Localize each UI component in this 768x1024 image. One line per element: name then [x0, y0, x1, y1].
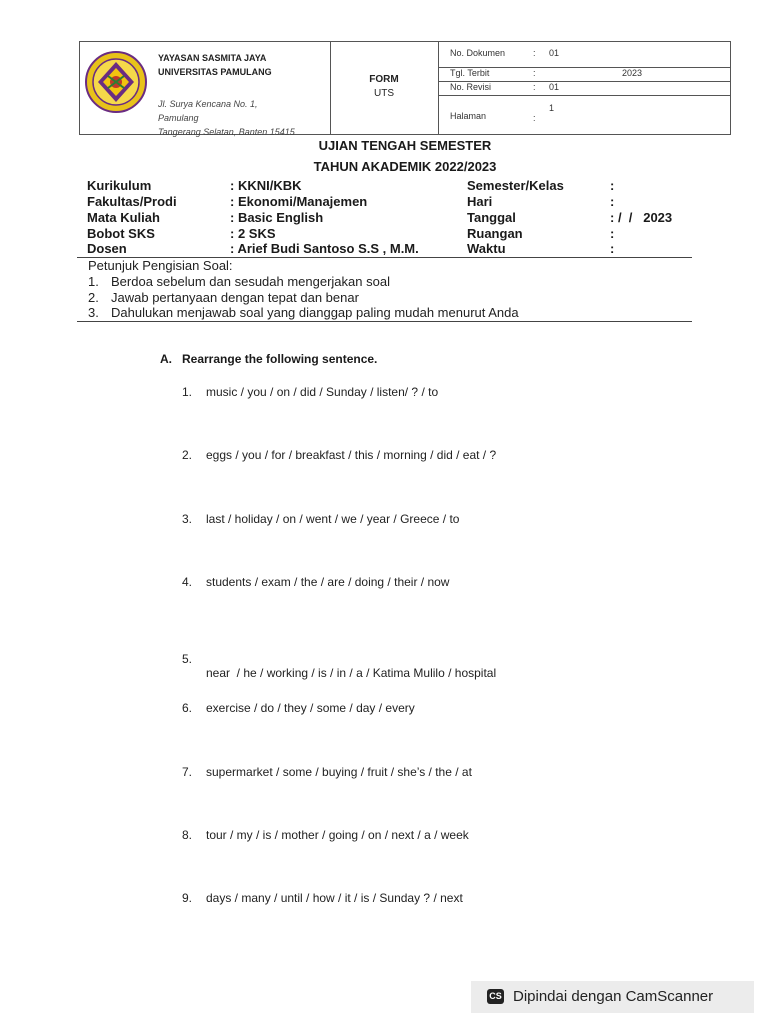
info-label-kurikulum: Kurikulum — [87, 178, 152, 193]
camscanner-logo-icon: CS — [487, 989, 504, 1004]
info-value-hari: : — [610, 194, 615, 209]
info-label-fakultas: Fakultas/Prodi — [87, 194, 177, 209]
university-name: UNIVERSITAS PAMULANG — [158, 67, 272, 77]
meta-row-page: Halaman : 1 — [450, 103, 555, 123]
university-address: Jl. Surya Kencana No. 1, Pamulang Tangerang Selatan, Banten 15415 — [158, 99, 295, 137]
form-type: UTS — [374, 88, 394, 99]
institution-cell — [80, 42, 331, 137]
divider-bottom — [77, 321, 692, 322]
instructions-heading: Petunjuk Pengisian Soal: — [88, 258, 233, 273]
info-value-mata-kuliah: : Basic English — [230, 210, 324, 225]
info-value-waktu: : — [610, 241, 615, 256]
info-value-dosen: : Arief Budi Santoso S.S , M.M. — [230, 241, 419, 256]
meta-row-issue-date: Tgl. Terbit : 2023 — [438, 67, 730, 82]
foundation-name: YAYASAN SASMITA JAYA — [158, 53, 267, 63]
info-label-waktu: Waktu — [467, 241, 506, 256]
info-value-ruangan: : — [610, 226, 615, 241]
form-label: FORM — [369, 74, 399, 85]
academic-year: TAHUN AKADEMIK 2022/2023 — [313, 159, 497, 174]
document-header-box — [79, 41, 731, 135]
info-label-semester: Semester/Kelas — [467, 178, 564, 193]
instruction-item: 2. Jawab pertanyaan dengan tepat dan benar — [88, 290, 359, 305]
exam-title: UJIAN TENGAH SEMESTER — [318, 138, 492, 153]
info-label-tanggal: Tanggal — [467, 210, 516, 225]
info-value-semester: : — [610, 178, 615, 193]
meta-row-revision: No. Revisi : 01 — [438, 81, 730, 96]
info-label-mata-kuliah: Mata Kuliah — [87, 210, 160, 225]
info-label-dosen: Dosen — [87, 241, 127, 256]
camscanner-watermark — [471, 981, 754, 1013]
info-label-bobot-sks: Bobot SKS — [87, 226, 155, 241]
question-item: 5. near / he / working / is / in / a / Katima Mulilo / hospital — [182, 652, 497, 680]
info-label-ruangan: Ruangan — [467, 226, 523, 241]
document-meta-cell — [438, 42, 730, 134]
info-value-tanggal: : / / 2023 — [610, 210, 673, 225]
info-value-bobot-sks: : 2 SKS — [230, 226, 276, 241]
university-logo — [84, 50, 148, 114]
form-cell — [330, 42, 439, 134]
instruction-item: 3. Dahulukan menjawab soal yang dianggap paling mudah menurut Anda — [88, 305, 519, 320]
camscanner-text: Dipindai dengan CamScanner — [513, 988, 714, 1005]
info-value-kurikulum: : KKNI/KBK — [230, 178, 302, 193]
meta-row-doc-number: No. Dokumen : 01 — [438, 42, 730, 68]
info-label-hari: Hari — [467, 194, 493, 209]
info-value-fakultas: : Ekonomi/Manajemen — [230, 194, 368, 209]
instruction-item: 1. Berdoa sebelum dan sesudah mengerjakan soal — [88, 274, 390, 289]
